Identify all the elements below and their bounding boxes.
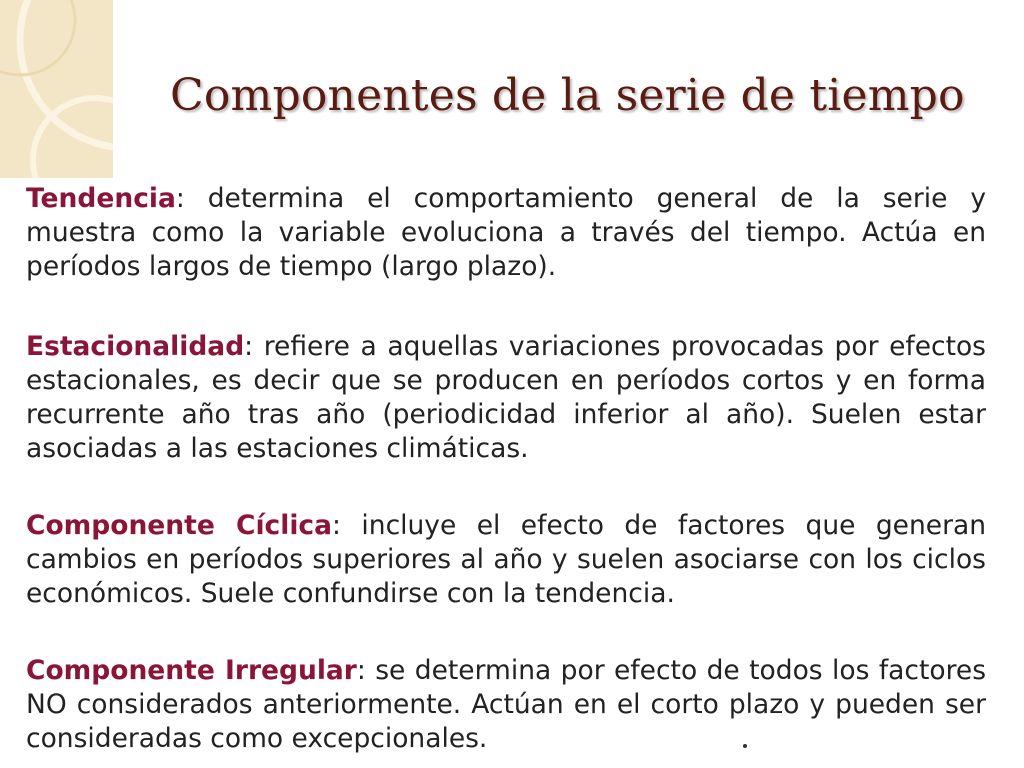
term-label: Estacionalidad xyxy=(26,331,245,362)
term-definition: incluye el efecto de factores que generan cambios en períodos superiores al año y suelen asociarse con los ciclos económicos. Suele confundirse con la tendencia. xyxy=(26,510,987,609)
stray-dot xyxy=(743,744,747,748)
term-label: Componente Irregular xyxy=(26,655,357,686)
component-estacionalidad: Estacionalidad: refiere a aquellas variaciones provocadas por efectos estacionales, es decir que se producen en períodos cortos y en forma recurrente año tras año (periodicidad inferior al año). Suelen estar asociadas a las estaciones climáticas. xyxy=(26,331,986,464)
term-definition: se determina por efecto de todos los factores NO considerados anteriormente. Actúan en el corto plazo y pueden ser consideradas como excepcionales. xyxy=(26,655,987,754)
component-ciclica: Componente Cíclica: incluye el efecto de factores que generan cambios en períodos superiores al año y suelen asociarse con los ciclos económicos. Suele confundirse con la tendencia. xyxy=(26,510,987,609)
term-definition: refiere a aquellas variaciones provocadas por efectos estacionales, es decir que se producen en períodos cortos y en forma recurrente año tras año (periodicidad inferior al año). Suelen estar asociadas a las estaciones climáticas. xyxy=(26,331,986,464)
content-box xyxy=(16,178,998,758)
slide-title: Componentes de la serie de tiempo xyxy=(170,70,965,121)
component-irregular: Componente Irregular: se determina por efecto de todos los factores NO considerados anteriormente. Actúan en el corto plazo y pueden ser consideradas como excepcionales. xyxy=(26,655,987,754)
term-label: Componente Cíclica xyxy=(26,510,333,541)
circles-ornament xyxy=(0,0,113,178)
term-label: Tendencia xyxy=(26,183,176,214)
term-definition: determina el comportamiento general de la serie y muestra como la variable evoluciona a través del tiempo. Actúa en períodos largos de tiempo (largo plazo). xyxy=(26,183,986,282)
component-tendencia: Tendencia: determina el comportamiento general de la serie y muestra como la variable evoluciona a través del tiempo. Actúa en períodos largos de tiempo (largo plazo). xyxy=(26,183,986,282)
corner-decoration xyxy=(0,0,113,178)
